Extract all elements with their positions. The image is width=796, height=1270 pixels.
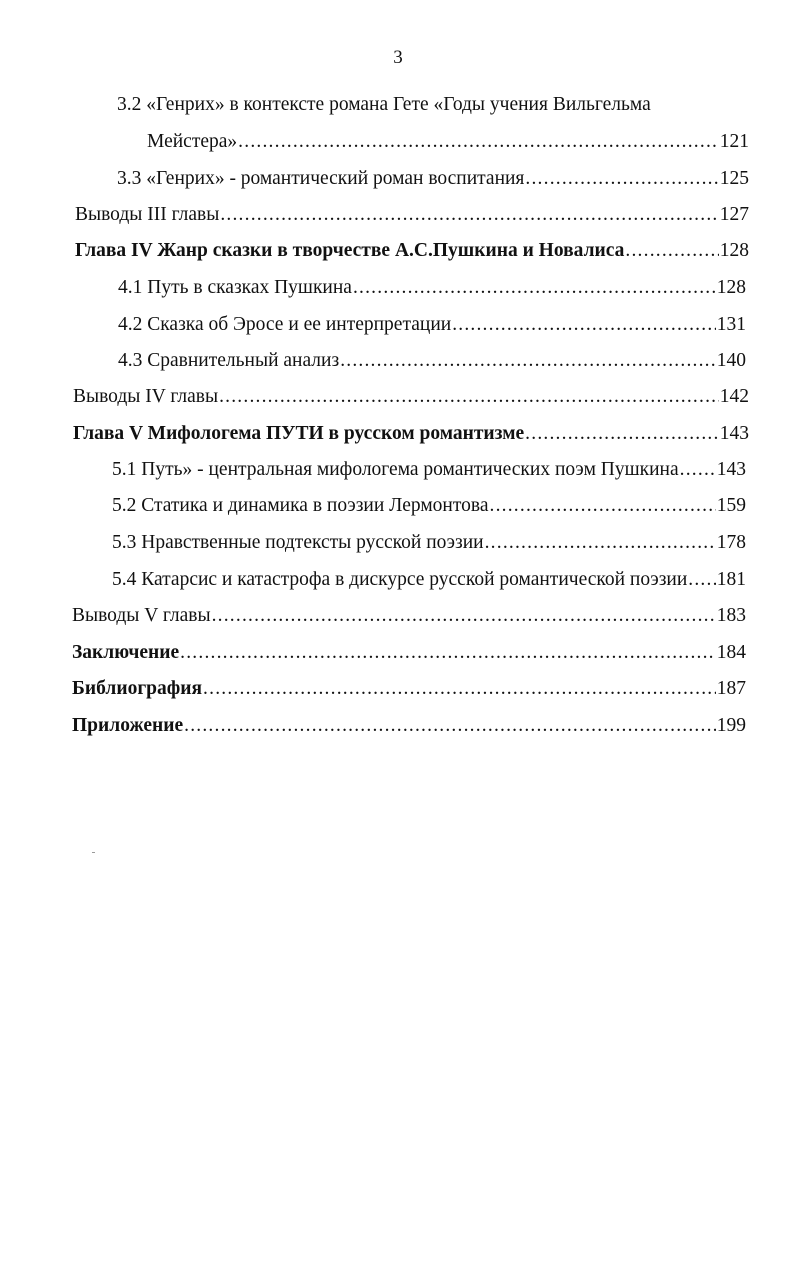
dot-leader <box>340 348 716 374</box>
toc-entry-appendix <box>72 713 746 739</box>
toc-entry-title: Выводы IV главы <box>73 386 219 407</box>
page-number: 3 <box>393 47 403 68</box>
dot-leader <box>212 603 716 629</box>
dot-leader <box>238 129 719 155</box>
toc-entry-conclusions-4 <box>73 384 749 410</box>
toc-entry-title: Мейстера» <box>147 131 238 152</box>
dot-leader <box>220 202 718 228</box>
toc-page-number: 184 <box>716 642 746 663</box>
toc-entry-title: 4.2 Сказка об Эросе и ее интерпретации <box>118 314 452 335</box>
toc-entry-5-2 <box>112 493 746 519</box>
toc-entry-title: Выводы III главы <box>75 204 220 225</box>
toc-page-number: 143 <box>716 459 746 480</box>
toc-page-number: 142 <box>719 386 749 407</box>
toc-page-number: 187 <box>716 678 746 699</box>
dot-leader <box>525 166 718 192</box>
toc-page-number: 183 <box>716 605 746 626</box>
toc-page-number: 178 <box>716 532 746 553</box>
toc-entry-title: Заключение <box>72 642 180 663</box>
dot-leader <box>203 676 716 702</box>
toc-page-number: 159 <box>716 495 746 516</box>
toc-page-number: 128 <box>716 277 746 298</box>
toc-entry-4-3 <box>118 348 746 374</box>
toc-entry-conclusions-3 <box>75 202 749 228</box>
toc-entry-title: 5.2 Статика и динамика в поэзии Лермонтова <box>112 495 489 516</box>
toc-entry-title: Выводы V главы <box>72 605 211 626</box>
toc-entry-title: 5.4 Катарсис и катастрофа в дискурсе русской романтической поэзии <box>112 569 688 590</box>
toc-entry-3-2-line1: 3.2 «Генрих» в контексте романа Гете «Годы учения Вильгельма <box>117 94 651 115</box>
scan-speck <box>92 852 95 853</box>
toc-entry-title: 4.1 Путь в сказках Пушкина <box>118 277 352 298</box>
dot-leader <box>184 713 716 739</box>
toc-entry-5-4 <box>112 567 746 593</box>
toc-entry-4-1 <box>118 275 746 301</box>
toc-entry-title: 3.3 «Генрих» - романтический роман воспитания <box>117 168 525 189</box>
toc-page-number: 128 <box>719 240 749 261</box>
dot-leader <box>180 640 716 666</box>
dot-leader <box>219 384 719 410</box>
dot-leader <box>353 275 716 301</box>
toc-page-number: 143 <box>719 423 749 444</box>
toc-page-number: 127 <box>719 204 749 225</box>
toc-entry-5-1 <box>112 457 746 483</box>
toc-entry-4-2 <box>118 312 746 338</box>
toc-entry-chapter-5 <box>73 421 749 447</box>
toc-page-number: 140 <box>716 350 746 371</box>
toc-entry-title: 5.1 Путь» - центральная мифологема романтических поэм Пушкина <box>112 459 679 480</box>
toc-entry-5-3 <box>112 530 746 556</box>
toc-entry-title: 5.3 Нравственные подтексты русской поэзии <box>112 532 484 553</box>
dot-leader <box>485 530 716 556</box>
dot-leader <box>490 493 716 519</box>
toc-entry-conclusions-5 <box>72 603 746 629</box>
toc-entry-title: Приложение <box>72 715 184 736</box>
dot-leader <box>452 312 716 338</box>
toc-page-number: 131 <box>716 314 746 335</box>
toc-entry-bibliography <box>72 676 746 702</box>
toc-entry-title: 4.3 Сравнительный анализ <box>118 350 340 371</box>
toc-page-number: 199 <box>716 715 746 736</box>
toc-entry-title: Глава V Мифологема ПУТИ в русском романтизме <box>73 423 525 444</box>
dot-leader <box>680 457 716 483</box>
dot-leader <box>525 421 719 447</box>
toc-page-number: 181 <box>716 569 746 590</box>
toc-page-number: 121 <box>719 131 749 152</box>
toc-entry-3-2 <box>147 129 749 155</box>
toc-entry-conclusion <box>72 640 746 666</box>
dot-leader <box>688 567 715 593</box>
toc-entry-chapter-4 <box>75 238 749 264</box>
toc-entry-3-3 <box>117 166 749 192</box>
toc-entry-title: Глава IV Жанр сказки в творчестве А.С.Пушкина и Новалиса <box>75 240 625 261</box>
dot-leader <box>625 238 718 264</box>
toc-page-number: 125 <box>719 168 749 189</box>
toc-entry-title: Библиография <box>72 678 203 699</box>
